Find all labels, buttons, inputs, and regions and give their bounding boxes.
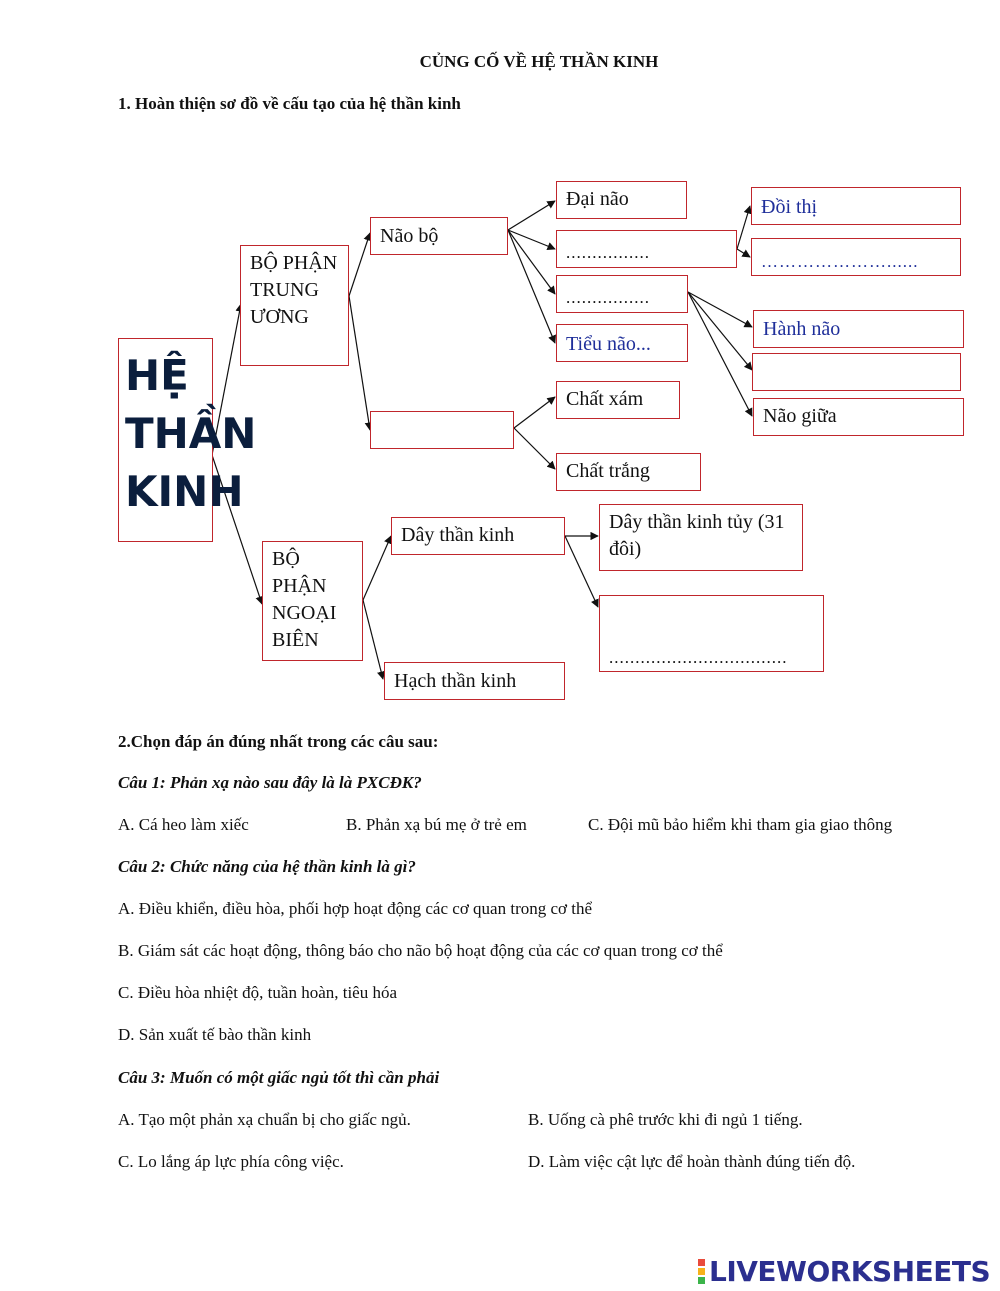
arrow-nerves-blank	[565, 536, 598, 607]
question-3: Câu 3: Muốn có một giấc ngủ tốt thì cần phải	[118, 1068, 440, 1087]
brain-label: Não bộ	[380, 225, 439, 247]
cranial-nerves-blank[interactable]	[599, 595, 824, 672]
central-label: BỘ PHẬN TRUNG ƯƠNG	[250, 252, 338, 328]
thalamus-label: Đồi thị	[761, 196, 818, 218]
brain-blank-2-dots: ................	[566, 243, 650, 262]
ganglia-label: Hạch thần kinh	[394, 670, 517, 692]
diencephalon-blank[interactable]	[751, 238, 961, 276]
gray-matter-box	[556, 381, 680, 419]
brainstem-blank[interactable]	[752, 353, 961, 391]
midbrain-box	[753, 398, 964, 436]
peripheral-label: BỘ PHẬN NGOẠI BIÊN	[272, 548, 337, 651]
medulla-box	[753, 310, 964, 348]
liveworksheets-logo	[697, 1255, 990, 1287]
section-1-heading: 1. Hoàn thiện sơ đồ về cấu tạo của hệ thần kinh	[118, 94, 461, 113]
q2-option-a[interactable]: A. Điều khiển, điều hòa, phối hợp hoạt động các cơ quan trong cơ thể	[118, 899, 593, 918]
arrow-cord-white	[514, 428, 555, 469]
arrow-peripheral-ganglia	[363, 600, 383, 679]
cerebrum-label: Đại não	[566, 188, 629, 210]
cranial-nerves-blank-dots: ..................................	[609, 648, 788, 667]
logo-icon	[697, 1258, 706, 1285]
central-box	[240, 245, 349, 366]
nerves-label: Dây thần kinh	[401, 524, 515, 546]
arrow-stem-midbrain	[688, 292, 752, 416]
brain-blank-2[interactable]	[556, 230, 737, 268]
brain-blank-3[interactable]	[556, 275, 688, 313]
ganglia-box	[384, 662, 565, 700]
spinal-nerves-box	[599, 504, 803, 571]
logo-text: LIVEWORKSHEETS	[709, 1254, 991, 1288]
brain-blank-3-dots: ................	[566, 288, 650, 307]
arrow-brain-cerebrum	[508, 201, 555, 230]
q2-option-b[interactable]: B. Giám sát các hoạt động, thông báo cho não bộ hoạt động của các cơ quan trong cơ thể	[118, 941, 723, 960]
q2-option-d[interactable]: D. Sản xuất tế bào thần kinh	[118, 1025, 312, 1044]
arrow-cord-gray	[514, 397, 555, 428]
spinal-cord-blank[interactable]	[370, 411, 514, 449]
cerebrum-box	[556, 181, 687, 219]
spinal-nerves-label: Dây thần kinh tủy (31 đôi)	[609, 511, 785, 560]
section-2-heading: 2.Chọn đáp án đúng nhất trong các câu sau:	[118, 732, 439, 751]
white-matter-box	[556, 453, 701, 491]
gray-matter-label: Chất xám	[566, 388, 644, 410]
root-label: HỆ THẦN KINH	[125, 351, 257, 516]
brain-box	[370, 217, 508, 255]
arrow-central-brain	[349, 233, 370, 296]
nerves-box	[391, 517, 565, 555]
q1-option-b[interactable]: B. Phản xạ bú mẹ ở trẻ em	[346, 815, 527, 834]
arrow-central-cord	[349, 296, 370, 430]
arrow-stem-blank	[688, 292, 752, 370]
root-box	[118, 338, 257, 542]
diencephalon-blank-dots: …………………......	[761, 252, 919, 271]
cerebellum-box	[556, 324, 688, 362]
q1-option-c[interactable]: C. Đội mũ bảo hiểm khi tham gia giao thông	[588, 815, 893, 834]
q3-option-b[interactable]: B. Uống cà phê trước khi đi ngủ 1 tiếng.	[528, 1110, 803, 1129]
arrow-brain-cerebellum	[508, 230, 555, 343]
question-2: Câu 2: Chức năng của hệ thần kinh là gì?	[118, 857, 416, 876]
q1-option-a[interactable]: A. Cá heo làm xiếc	[118, 815, 249, 834]
peripheral-box	[262, 541, 363, 661]
arrow-peripheral-nerves	[363, 536, 391, 600]
q3-option-d[interactable]: D. Làm việc cật lực để hoàn thành đúng tiến độ.	[528, 1152, 856, 1171]
q3-option-a[interactable]: A. Tạo một phản xạ chuẩn bị cho giấc ngủ.	[118, 1110, 411, 1129]
q3-option-c[interactable]: C. Lo lắng áp lực phía công việc.	[118, 1152, 344, 1171]
thalamus-box	[751, 187, 961, 225]
medulla-label: Hành não	[763, 318, 841, 340]
arrow-diencephalon-blank	[737, 249, 750, 257]
cerebellum-label: Tiểu não...	[566, 333, 651, 355]
question-1: Câu 1: Phản xạ nào sau đây là là PXCĐK?	[118, 773, 422, 792]
page-title: CỦNG CỐ VỀ HỆ THẦN KINH	[419, 52, 659, 71]
arrow-diencephalon-thalamus	[737, 206, 750, 249]
white-matter-label: Chất trắng	[566, 460, 650, 482]
midbrain-label: Não giữa	[763, 405, 837, 427]
q2-option-c[interactable]: C. Điều hòa nhiệt độ, tuần hoàn, tiêu hóa	[118, 983, 398, 1002]
